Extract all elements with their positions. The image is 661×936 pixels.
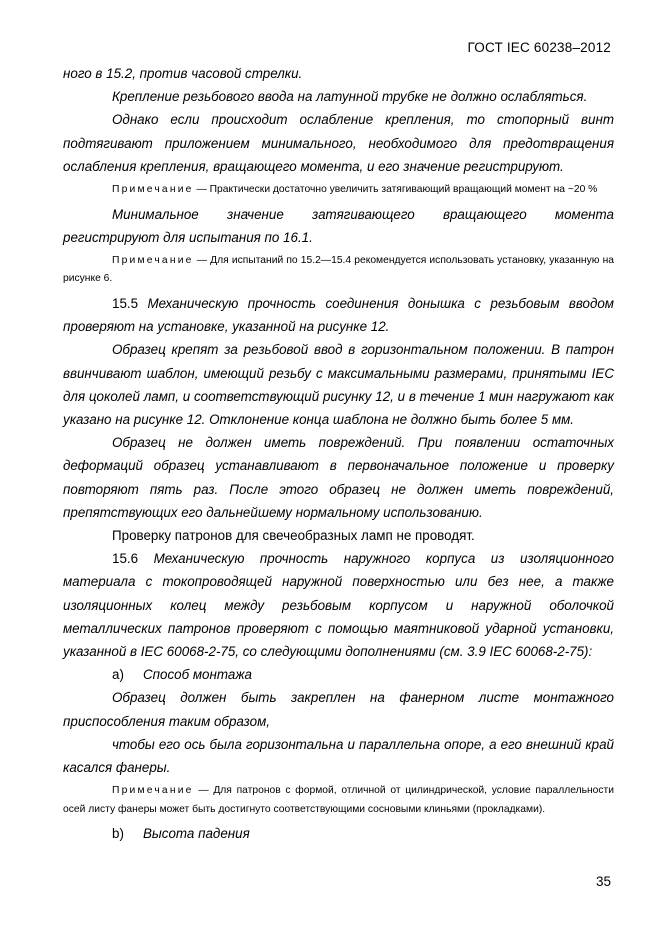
section-15-5 [63, 292, 614, 338]
list-item-a [63, 663, 614, 686]
list-item-b [63, 822, 614, 845]
note-text: — Для патронов с формой, отличной от цилиндрической, условие параллельности осей листу фанеры может быть достигнуто соответствующими сосновыми клиньями (прокладками). [63, 785, 614, 815]
section-text: Механическую прочность наружного корпуса из изоляционного материала с токопроводящей наружной поверхностью или без нее, а также изоляционных колец между резьбовым корпусом и наружной оболочкой металлических патронов проверяют с помощью маятниковой ударной установки, указанной в IEC 60068-2-75, со следующими дополнениями (см. 3.9 IEC 60068-2-75): [63, 551, 614, 659]
note [63, 252, 614, 289]
paragraph: Крепление резьбового ввода на латунной трубке не должно ослабляться. [112, 89, 588, 105]
note-label: Примечание [112, 184, 194, 196]
paragraph: Минимальное значение затягивающего вращающего момента регистрируют для испытания по 16.1. [63, 206, 614, 245]
paragraph: чтобы его ось была горизонтальна и параллельна опоре, а его внешний край касался фанеры. [63, 736, 614, 775]
paragraph: Образец не должен иметь повреждений. При появлении остаточных деформаций образец устанавливают в первоначальное положение и проверку повторяют пять раз. После этого образец не должен иметь повреждений, препятствующих его дальнейшему нормальному использованию. [63, 435, 614, 520]
list-item-text: Способ монтажа [143, 667, 252, 683]
note-text: — Для испытаний по 15.2—15.4 рекомендуется использовать установку, указанную на рисунке 6. [63, 254, 614, 285]
section-number: 15.5 [112, 295, 148, 311]
paragraph: Образец должен быть закреплен на фанерном листе монтажного приспособления таким образом, [63, 690, 614, 729]
paragraph: Однако если происходит ослабление крепления, то стопорный винт подтягивают приложением минимального, необходимого для предотвращения ослабления крепления, вращающего момента, и его значение регистрируют. [63, 112, 614, 174]
note-text: — Практически достаточно увеличить затягивающий вращающий момент на ~20 % [193, 184, 598, 196]
section-number: 15.6 [112, 551, 154, 567]
paragraph: Проверку патронов для свечеобразных ламп не проводят. [112, 527, 475, 543]
note-label: Примечание [112, 254, 194, 266]
section-15-6 [63, 547, 614, 663]
paragraph: Образец крепят за резьбовой ввод в горизонтальном положении. В патрон ввинчивают шаблон, имеющий резьбу с максимальными размерами, принятыми IEC для цоколей ламп, и соответствующий рисунку 12, и в течение 1 мин нагружают как указано на рисунке 12. Отклонение конца шаблона не должно быть более 5 мм. [63, 342, 614, 427]
note [63, 782, 614, 819]
note-label: Примечание [112, 785, 194, 797]
page-body [63, 62, 614, 845]
document-header: ГОСТ IEC 60238–2012 [467, 40, 611, 55]
list-marker: b) [112, 826, 124, 842]
section-text: Механическую прочность соединения донышка с резьбовым вводом проверяют на установке, указанной на рисунке 12. [63, 295, 614, 335]
note [63, 181, 614, 200]
paragraph-continuation: ного в 15.2, против часовой стрелки. [63, 66, 303, 81]
list-marker: a) [112, 667, 124, 683]
page-number: 35 [595, 874, 611, 889]
list-item-text: Высота падения [143, 826, 250, 842]
